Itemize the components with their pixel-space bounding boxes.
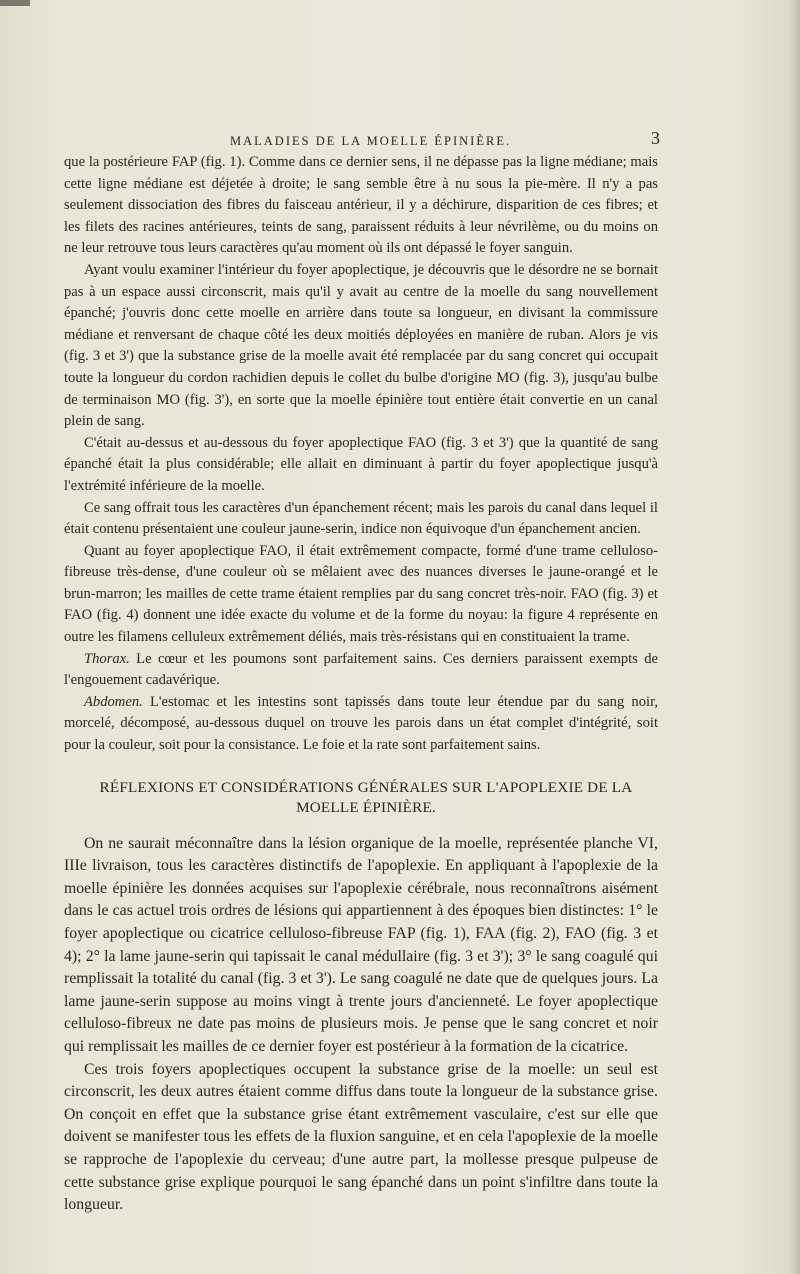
abdomen-label: Abdomen. xyxy=(84,693,143,710)
paragraph: C'était au-dessus et au-dessous du foyer apoplectique FAO (fig. 3 et 3') que la quantité de sang épanché était la plus considérable; elle allait en diminuant à partir du foyer apoplectique jusqu'à l'extrémité inférieure de la moelle. xyxy=(64,434,658,494)
paragraph: que la postérieure FAP (fig. 1). Comme dans ce dernier sens, il ne dépasse pas la ligne médiane; mais cette ligne médiane est déjetée à droite; le sang semble être à nu sous la pie-mère. Il n'y a pas seulement dissociation des fibres du faisceau antérieur, il y a déchirure, disparition de ces fibres; et les filets des racines antérieures, teints de sang, paraissent réduits à leur névrilème, ou du moins on ne leur retrouve tous leurs caractères qu'au moment où ils ont dépassé le foyer sanguin. xyxy=(64,154,658,257)
paragraph: Ces trois foyers apoplectiques occupent la substance grise de la moelle: un seul est circonscrit, les deux autres étaient comme diffus dans toute la longueur de la substance grise. On conçoit en effet que la substance grise étant extrêmement vasculaire, c'est sur elle que doivent se manifester tous les effets de la fluxion sanguine, et en cela l'apoplexie de la moelle se rapproche de l'apoplexie du cerveau; d'une autre part, la mollesse presque pulpeuse de cette substance grise explique pourquoi le sang épanché dans un point s'infiltre dans toute la longueur. xyxy=(64,1060,658,1214)
paragraph: Ayant voulu examiner l'intérieur du foyer apoplectique, je découvris que le désordre ne se bornait pas à un espace aussi circonscrit, mais qu'il y avait au centre de la moelle du sang nouvellement épanché; j'ouvris donc cette moelle en arrière dans toute sa longueur, en divisant la commissure médiane et renversant de chaque côté les deux moitiés déployées en manière de ruban. Alors je vis (fig. 3 et 3') que la substance grise de la moelle avait été remplacée par du sang concret qui occupait toute la longueur du cordon rachidien depuis le collet du bulbe d'origine MO (fig. 3), jusqu'au bulbe de terminaison MO (fig. 3'), en sorte que la moelle épinière tout entière était convertie en un canal plein de sang. xyxy=(64,261,658,430)
section-heading: RÉFLEXIONS ET CONSIDÉRATIONS GÉNÉRALES SUR L'APOPLEXIE DE LA MOELLE ÉPINIÈRE. xyxy=(99,778,633,816)
abdomen-text: L'estomac et les intestins sont tapissés dans toute leur étendue par du sang noir, morcelé, décomposé, au-dessous duquel on trouve les parois dans un état complet d'intégrité, soit pour la couleur, soit pour la consistance. Le foie et la rate sont parfaitement sains. xyxy=(64,693,658,754)
thorax-text: Le cœur et les poumons sont parfaitement sains. Ces derniers paraissent exempts de l'engouement cadavérique. xyxy=(64,650,658,689)
running-title: MALADIES DE LA MOELLE ÉPINIÈRE. xyxy=(230,134,512,148)
thorax-label: Thorax. xyxy=(84,650,130,667)
paragraph: On ne saurait méconnaître dans la lésion organique de la moelle, représentée planche VI, IIIe livraison, tous les caractères distinctifs de l'apoplexie. En appliquant à l'apoplexie de la moelle épinière les données acquises sur l'apoplexie cérébrale, nous reconnaîtrons aisément dans le cas actuel trois ordres de lésions qui appartiennent à des époques bien distinctes: 1° le foyer apoplectique ou cicatrice celluloso-fibreuse FAP (fig. 1), FAA (fig. 2), FAO (fig. 3 et 4); 2° la lame jaune-serin qui tapissait le canal médullaire (fig. 3 et 3'); 3° le sang coagulé qui remplissait la totalité du canal (fig. 3 et 3'). Le sang coagulé ne date que de quelques jours. La lame jaune-serin suppose au moins vingt à trente jours d'ancienneté. Le foyer apoplectique celluloso-fibreux ne date pas moins de plusieurs mois. Je pense que le sang concret et noir qui remplissait les mailles de ce dernier foyer est postérieur à la formation de la cicatrice. xyxy=(64,834,658,1055)
section-body xyxy=(64,833,658,1217)
running-head xyxy=(230,130,660,152)
body-text xyxy=(64,152,658,1217)
paragraph: Ce sang offrait tous les caractères d'un épanchement récent; mais les parois du canal dans lequel il était contenu présentaient une couleur jaune-serin, indice non équivoque d'un épanchement ancien. xyxy=(64,499,658,538)
thorax-paragraph xyxy=(64,649,658,692)
scan-mark xyxy=(0,0,30,6)
page-edge-shadow xyxy=(790,0,800,1274)
abdomen-paragraph xyxy=(64,692,658,757)
paragraph: Quant au foyer apoplectique FAO, il était extrêmement compacte, formé d'une trame celluloso-fibreuse très-dense, d'une couleur où se mêlaient avec des nuances diverses le jaune-orangé et le brun-marron; les mailles de cette trame étaient remplies par du sang concret très-noir. FAO (fig. 3) et FAO (fig. 4) donnent une idée exacte du volume et de la forme du noyau: la figure 4 représente en outre les filamens celluleux extrêmement déliés, mais très-résistans qui en constituaient la trame. xyxy=(64,542,658,646)
page-number: 3 xyxy=(651,128,660,148)
